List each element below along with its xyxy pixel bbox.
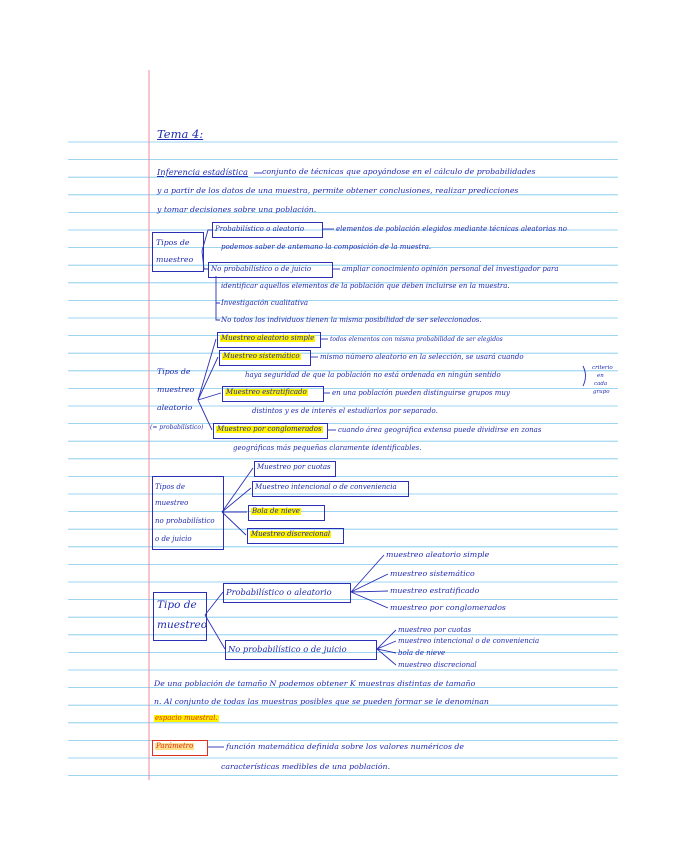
section3-item: Muestreo discrecional — [251, 530, 331, 538]
section3-item: Muestreo intencional o de conveniencia — [255, 483, 397, 491]
intro-line: y a partir de los datos de una muestra, permite obtener conclusiones, realizar predicciones — [157, 186, 519, 195]
section3-item: Bola de nieve — [252, 507, 300, 515]
section4-prob-item: muestreo sistemático — [390, 569, 475, 578]
connector-arrow — [377, 630, 396, 649]
section1-noprob-bullet: Investigación cualitativa — [221, 299, 309, 307]
section1-label: muestreo — [156, 255, 194, 264]
parameter-line: características medibles de una población. — [221, 762, 391, 771]
connector-arrow — [351, 591, 388, 592]
section4-noprob-label: No probabilístico o de juicio — [228, 644, 347, 654]
section4-prob-item: muestreo por conglomerados — [390, 603, 506, 612]
section3-item: Muestreo por cuotas — [257, 463, 331, 471]
section1-prob-label: Probabilístico o aleatorio — [215, 225, 305, 233]
connector-arrow — [205, 615, 225, 649]
sample-space-term: espacio muestral. — [155, 714, 218, 722]
connector-arrow — [222, 512, 246, 535]
section2-item-label: Muestreo aleatorio simple — [221, 334, 315, 342]
section2-item-label: Muestreo por conglomerados — [217, 425, 322, 433]
section4-prob-item: muestreo aleatorio simple — [386, 550, 490, 559]
parameter-term: Parámetro — [156, 742, 194, 750]
connector-arrow — [198, 393, 221, 400]
parameter-line: función matemática definida sobre los valores numéricos de — [226, 742, 465, 751]
section3-label: muestreo — [155, 499, 189, 507]
intro-term: Inferencia estadística — [157, 167, 248, 177]
section4-label: muestreo — [157, 619, 208, 631]
section3-label: Tipos de — [155, 483, 186, 491]
section1-noprob-line: ampliar conocimiento opinión personal del investigador para — [342, 265, 559, 273]
section1-noprob-bullet: No todos los individuos tienen la misma posibilidad de ser seleccionados. — [221, 316, 482, 324]
connector-arrow — [583, 366, 586, 386]
connector-arrow — [198, 339, 216, 400]
section2-label: aleatorio — [157, 403, 193, 412]
section4-prob-item: muestreo estratificado — [390, 586, 480, 595]
section4-noprob-item: bola de nieve — [398, 649, 446, 657]
connector-arrow — [205, 592, 223, 615]
diagram-connectors — [198, 173, 586, 747]
section1-prob-line: elementos de población elegidos mediante técnicas aleatorias no — [336, 225, 567, 233]
section2-item-desc: cuando área geográfica extensa puede dividirse en zonas — [338, 426, 542, 434]
page-title: Tema 4: — [157, 127, 204, 141]
section2-label: Tipos de — [157, 367, 191, 376]
connector-arrow — [216, 303, 220, 320]
section4-label: Tipo de — [157, 599, 197, 611]
section2-side-note: grupo — [593, 389, 610, 395]
section2-note: (= probabilístico) — [150, 424, 204, 431]
section4-noprob-item: muestreo intencional o de conveniencia — [398, 637, 540, 645]
section4-noprob-item: muestreo discrecional — [398, 661, 477, 669]
section4-noprob-item: muestreo por cuotas — [398, 626, 472, 634]
intro-line: y tomar decisiones sobre una población. — [157, 205, 317, 214]
section2-label: muestreo — [157, 385, 195, 394]
section2-side-note: cada — [594, 381, 608, 387]
section4-prob-label: Probabilístico o aleatorio — [226, 587, 332, 597]
section1-label: Tipos de — [156, 238, 190, 247]
section1-noprob-line: identificar aquellos elementos de la población que deben incluirse en la muestra. — [221, 282, 510, 290]
section2-item-desc: haya seguridad de que la población no está ordenada en ningún sentido — [245, 371, 501, 379]
connector-arrow — [351, 555, 384, 592]
section2-side-note: criterio — [592, 365, 613, 371]
section2-side-note: en — [597, 373, 604, 379]
sample-space-line: De una población de tamaño N podemos obtener K muestras distintas de tamaño — [154, 679, 476, 688]
connector-arrow — [351, 574, 388, 592]
section1-prob-line: podemos saber de antemano la composición de la muestra. — [221, 243, 432, 251]
intro-line: conjunto de técnicas que apoyándose en el cálculo de probabilidades — [262, 167, 536, 176]
section2-item-desc: distintos y es de interés el estudiarlos por separado. — [252, 407, 438, 415]
section1-noprob-label: No probabilístico o de juicio — [211, 265, 312, 273]
section2-item-desc: mismo número aleatorio en la selección, se usará cuando — [320, 353, 524, 361]
section2-item-label: Muestreo estratificado — [226, 388, 307, 396]
section2-item-desc: geográficas más pequeñas claramente identificables. — [233, 444, 422, 452]
section2-item-desc: en una población pueden distinguirse grupos muy — [332, 389, 510, 397]
section2-item-label: Muestreo sistemático — [223, 352, 300, 360]
section3-label: o de juicio — [155, 535, 192, 543]
connector-arrow — [216, 276, 220, 303]
section3-label: no probabilístico — [155, 517, 215, 525]
connector-arrow — [198, 357, 218, 400]
connector-arrow — [377, 641, 396, 649]
connector-arrow — [351, 592, 388, 608]
sample-space-line: n. Al conjunto de todas las muestras posibles que se pueden formar se le denominan — [154, 697, 489, 706]
section2-item-desc: todos elementos con misma probabilidad de ser elegidos — [330, 336, 503, 343]
